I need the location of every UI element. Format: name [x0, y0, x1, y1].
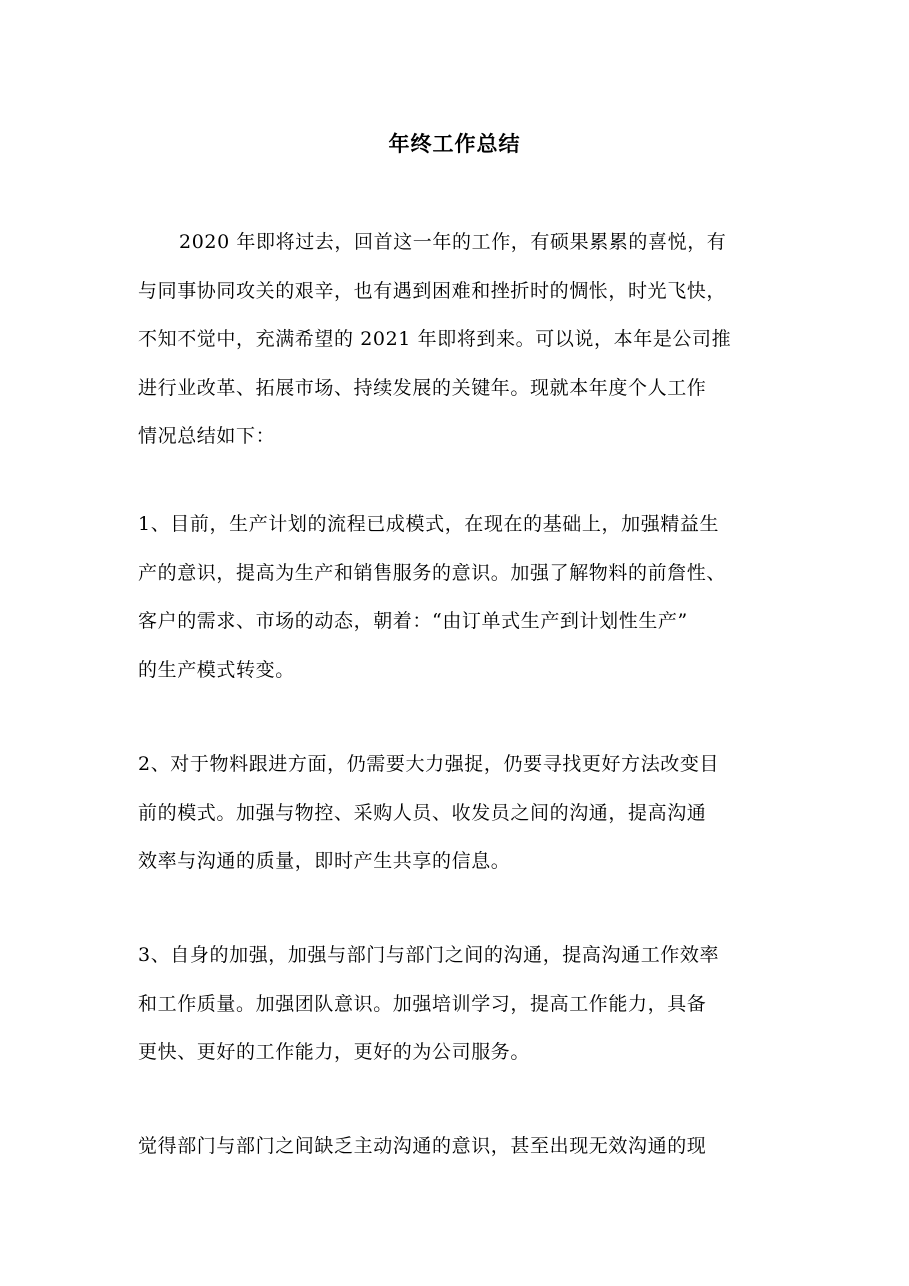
item-3-paragraph	[138, 931, 778, 1077]
paragraph-line: 的生产模式转变。	[138, 658, 295, 681]
paragraph-line: 客户的需求、市场的动态，朝着：“由订单式生产到计划性生产”	[138, 610, 688, 632]
paragraph-line: 与同事协同攻关的艰辛，也有遇到困难和挫折时的惆怅，时光飞快，	[138, 279, 727, 302]
item-1-paragraph	[138, 500, 778, 694]
document-title: 年终工作总结	[388, 131, 521, 156]
paragraph-line: 不知不觉中，充满希望的 2021 年即将到来。可以说，本年是公司推	[138, 328, 732, 350]
paragraph-line: 产的意识，提高为生产和销售服务的意识。加强了解物料的前詹性、	[138, 561, 727, 584]
paragraph-line: 情况总结如下：	[138, 425, 276, 447]
item-4-paragraph	[138, 1122, 778, 1171]
paragraph-line: 1、目前，生产计划的流程已成模式，在现在的基础上，加强精益生	[138, 513, 720, 535]
paragraph-line: 前的模式。加强与物控、采购人员、收发员之间的沟通，提高沟通	[138, 801, 707, 824]
paragraph-line: 效率与沟通的质量，即时产生共享的信息。	[138, 850, 511, 872]
paragraph-line: 和工作质量。加强团队意识。加强培训学习，提高工作能力，具备	[138, 992, 707, 1015]
item-2-paragraph	[138, 740, 778, 886]
paragraph-line: 觉得部门与部门之间缺乏主动沟通的意识，甚至出现无效沟通的现	[138, 1135, 707, 1157]
paragraph-line: 进行业改革、拓展市场、持续发展的关键年。现就本年度个人工作	[138, 376, 707, 399]
paragraph-line: 2020 年即将过去，回首这一年的工作，有硕果累累的喜悦，有	[179, 231, 727, 253]
paragraph-line: 更快、更好的工作能力，更好的为公司服务。	[138, 1041, 531, 1063]
intro-paragraph	[138, 218, 778, 461]
paragraph-line: 2、对于物料跟进方面，仍需要大力强捉，仍要寻找更好方法改变目	[138, 753, 720, 775]
paragraph-line: 3、自身的加强，加强与部门与部门之间的沟通，提高沟通工作效率	[138, 944, 720, 966]
